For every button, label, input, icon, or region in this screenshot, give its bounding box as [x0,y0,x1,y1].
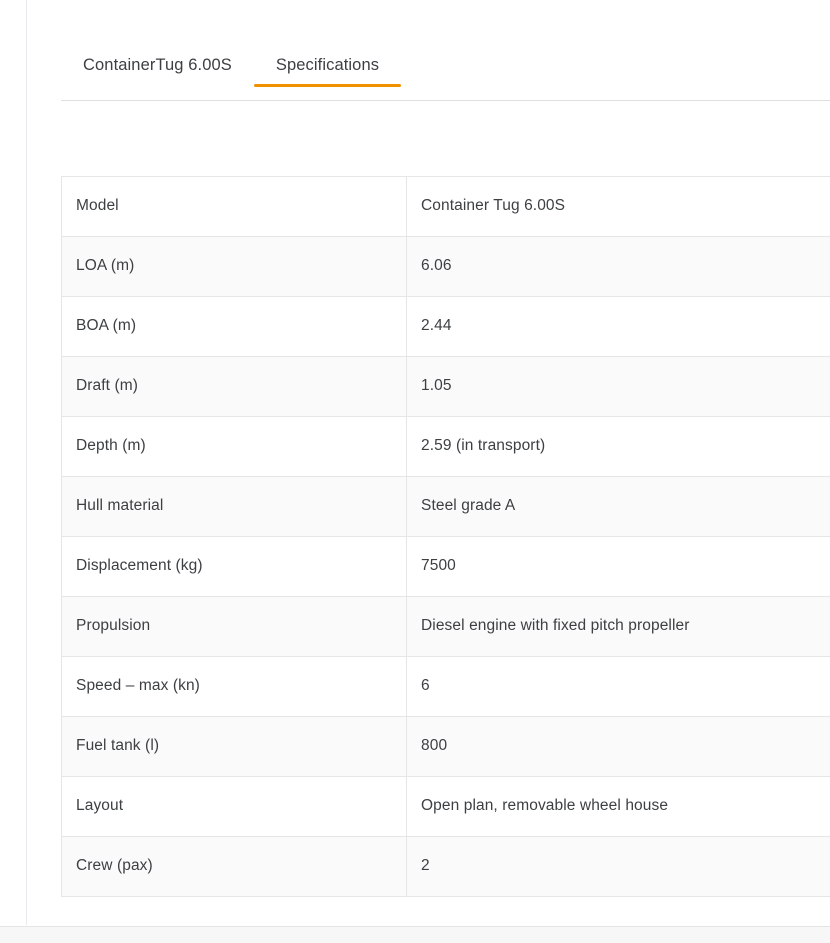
spec-value: Open plan, removable wheel house [407,777,830,837]
spec-key: Draft (m) [62,357,407,417]
tab-label: Specifications [276,56,379,74]
table-row [62,417,830,477]
spec-key: Fuel tank (l) [62,717,407,777]
spec-value: 6 [407,657,830,717]
table-row [62,357,830,417]
spec-value: 1.05 [407,357,830,417]
spec-key: BOA (m) [62,297,407,357]
tab-label: ContainerTug 6.00S [83,56,232,74]
spec-value: Steel grade A [407,477,830,537]
spec-value: 800 [407,717,830,777]
spec-value: 6.06 [407,237,830,297]
spec-key: Hull material [62,477,407,537]
table-row [62,537,830,597]
spec-value: 2.59 (in transport) [407,417,830,477]
table-row [62,777,830,837]
spec-value: 2 [407,837,830,897]
spec-key: Crew (pax) [62,837,407,897]
tab-specifications[interactable] [254,30,401,86]
left-gutter-divider [26,0,27,925]
spec-key: Layout [62,777,407,837]
table-row [62,477,830,537]
spec-key: Depth (m) [62,417,407,477]
specifications-table-body [62,177,830,897]
spec-key: Speed – max (kn) [62,657,407,717]
spec-key: Propulsion [62,597,407,657]
table-row [62,297,830,357]
spec-key: Model [62,177,407,237]
active-tab-indicator [254,84,401,87]
specifications-table [61,176,830,897]
tab-bar [61,30,830,101]
page-bottom-edge [0,926,830,943]
spec-value: Container Tug 6.00S [407,177,830,237]
table-row [62,717,830,777]
spec-value: 7500 [407,537,830,597]
spec-key: Displacement (kg) [62,537,407,597]
table-row [62,177,830,237]
spec-value: Diesel engine with fixed pitch propeller [407,597,830,657]
spec-key: LOA (m) [62,237,407,297]
tab-containertug-600s[interactable] [61,30,254,86]
table-row [62,837,830,897]
spec-value: 2.44 [407,297,830,357]
table-row [62,597,830,657]
table-row [62,657,830,717]
table-row [62,237,830,297]
